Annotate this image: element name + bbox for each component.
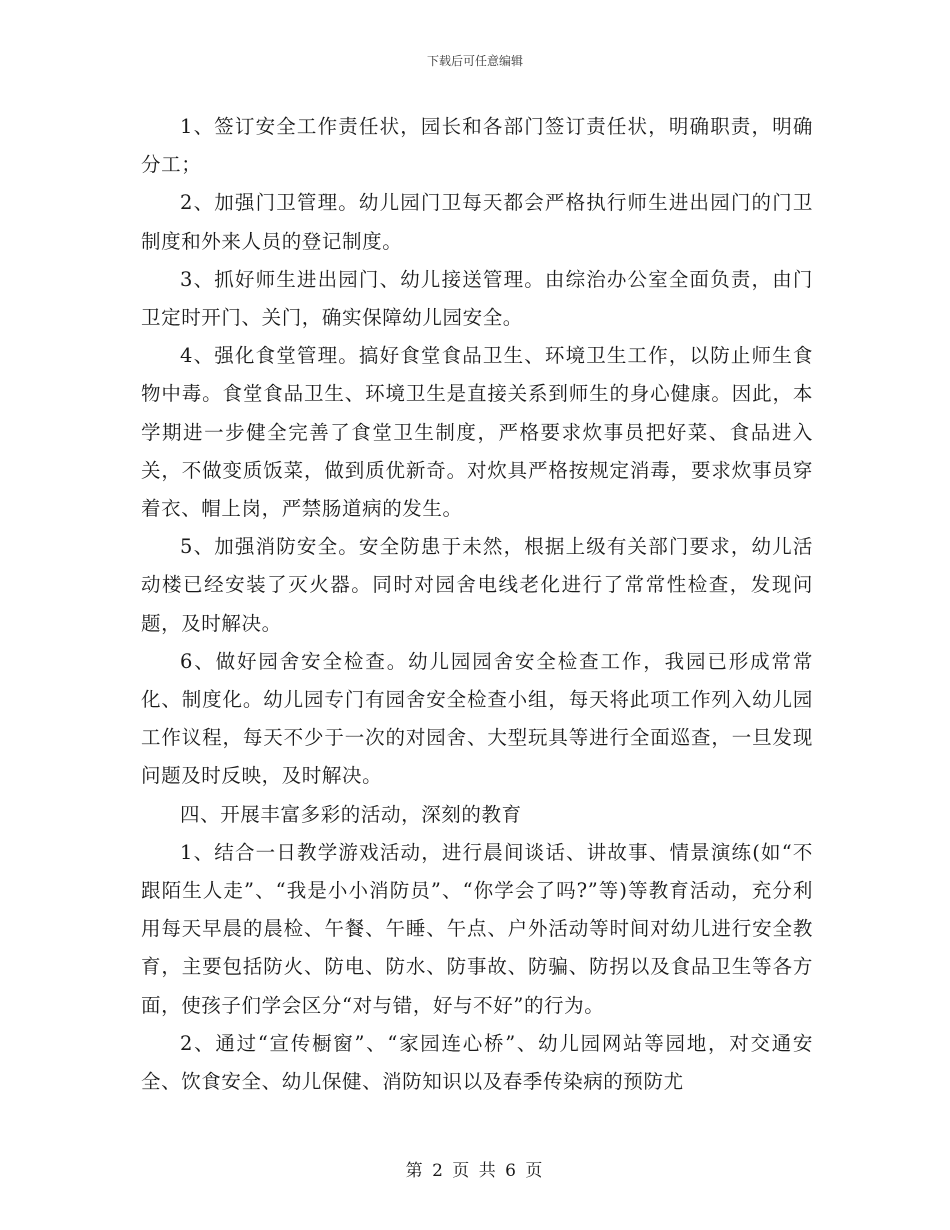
paragraph-item-1: 1、签订安全工作责任状，园长和各部门签订责任状，明确职责，明确分工； [141, 115, 813, 177]
header-note: 下载后可任意编辑 [426, 54, 523, 68]
paragraph-item-4: 4、强化食堂管理。搞好食堂食品卫生、环境卫生工作，以防止师生食物中毒。食堂食品卫生、环境卫生是直接关系到师生的身心健康。因此，本学期进一步健全完善了食堂卫生制度，严格要求炊事员把好菜、食品进入关，不做变质饭菜，做到质优新奇。对炊具严格按规定消毒，要求炊事员穿着衣、帽上岗，严禁肠道病的发生。 [141, 344, 813, 521]
paragraph-item-6: 6、做好园舍安全检查。幼儿园园舍安全检查工作，我园已形成常常化、制度化。幼儿园专门有园舍安全检查小组，每天将此项工作列入幼儿园工作议程，每天不少于一次的对园舍、大型玩具等进行全面巡查，一旦发现问题及时反映，及时解决。 [141, 649, 813, 788]
section-heading: 四、开展丰富多彩的活动，深刻的教育 [180, 802, 522, 826]
paragraph-activity-2: 2、通过“宣传橱窗”、“家园连心桥”、幼儿园网站等园地，对交通安全、饮食安全、幼儿保健、消防知识以及春季传染病的预防尤 [141, 1031, 813, 1094]
paragraph-item-3: 3、抓好师生进出园门、幼儿接送管理。由综治办公室全面负责，由门卫定时开门、关门，确实保障幼儿园安全。 [141, 267, 813, 330]
document-body [141, 108, 813, 1101]
page-number: 第 2 页 共 6 页 [405, 1161, 545, 1181]
paragraph-item-5: 5、加强消防安全。安全防患于未然，根据上级有关部门要求，幼儿活动楼已经安装了灭火器。同时对园舍电线老化进行了常常性检查，发现问题，及时解决。 [141, 535, 813, 635]
paragraph-item-2: 2、加强门卫管理。幼儿园门卫每天都会严格执行师生进出园门的门卫制度和外来人员的登记制度。 [141, 191, 813, 253]
paragraph-activity-1: 1、结合一日教学游戏活动，进行晨间谈话、讲故事、情景演练(如“不跟陌生人走”、“我是小小消防员”、“你学会了吗?”等)等教育活动，充分利用每天早晨的晨检、午餐、午睡、午点、户外活动等时间对幼儿进行安全教育，主要包括防火、防电、防水、防事故、防骗、防拐以及食品卫生等各方面，使孩子们学会区分“对与错，好与不好”的行为。 [141, 840, 813, 1017]
